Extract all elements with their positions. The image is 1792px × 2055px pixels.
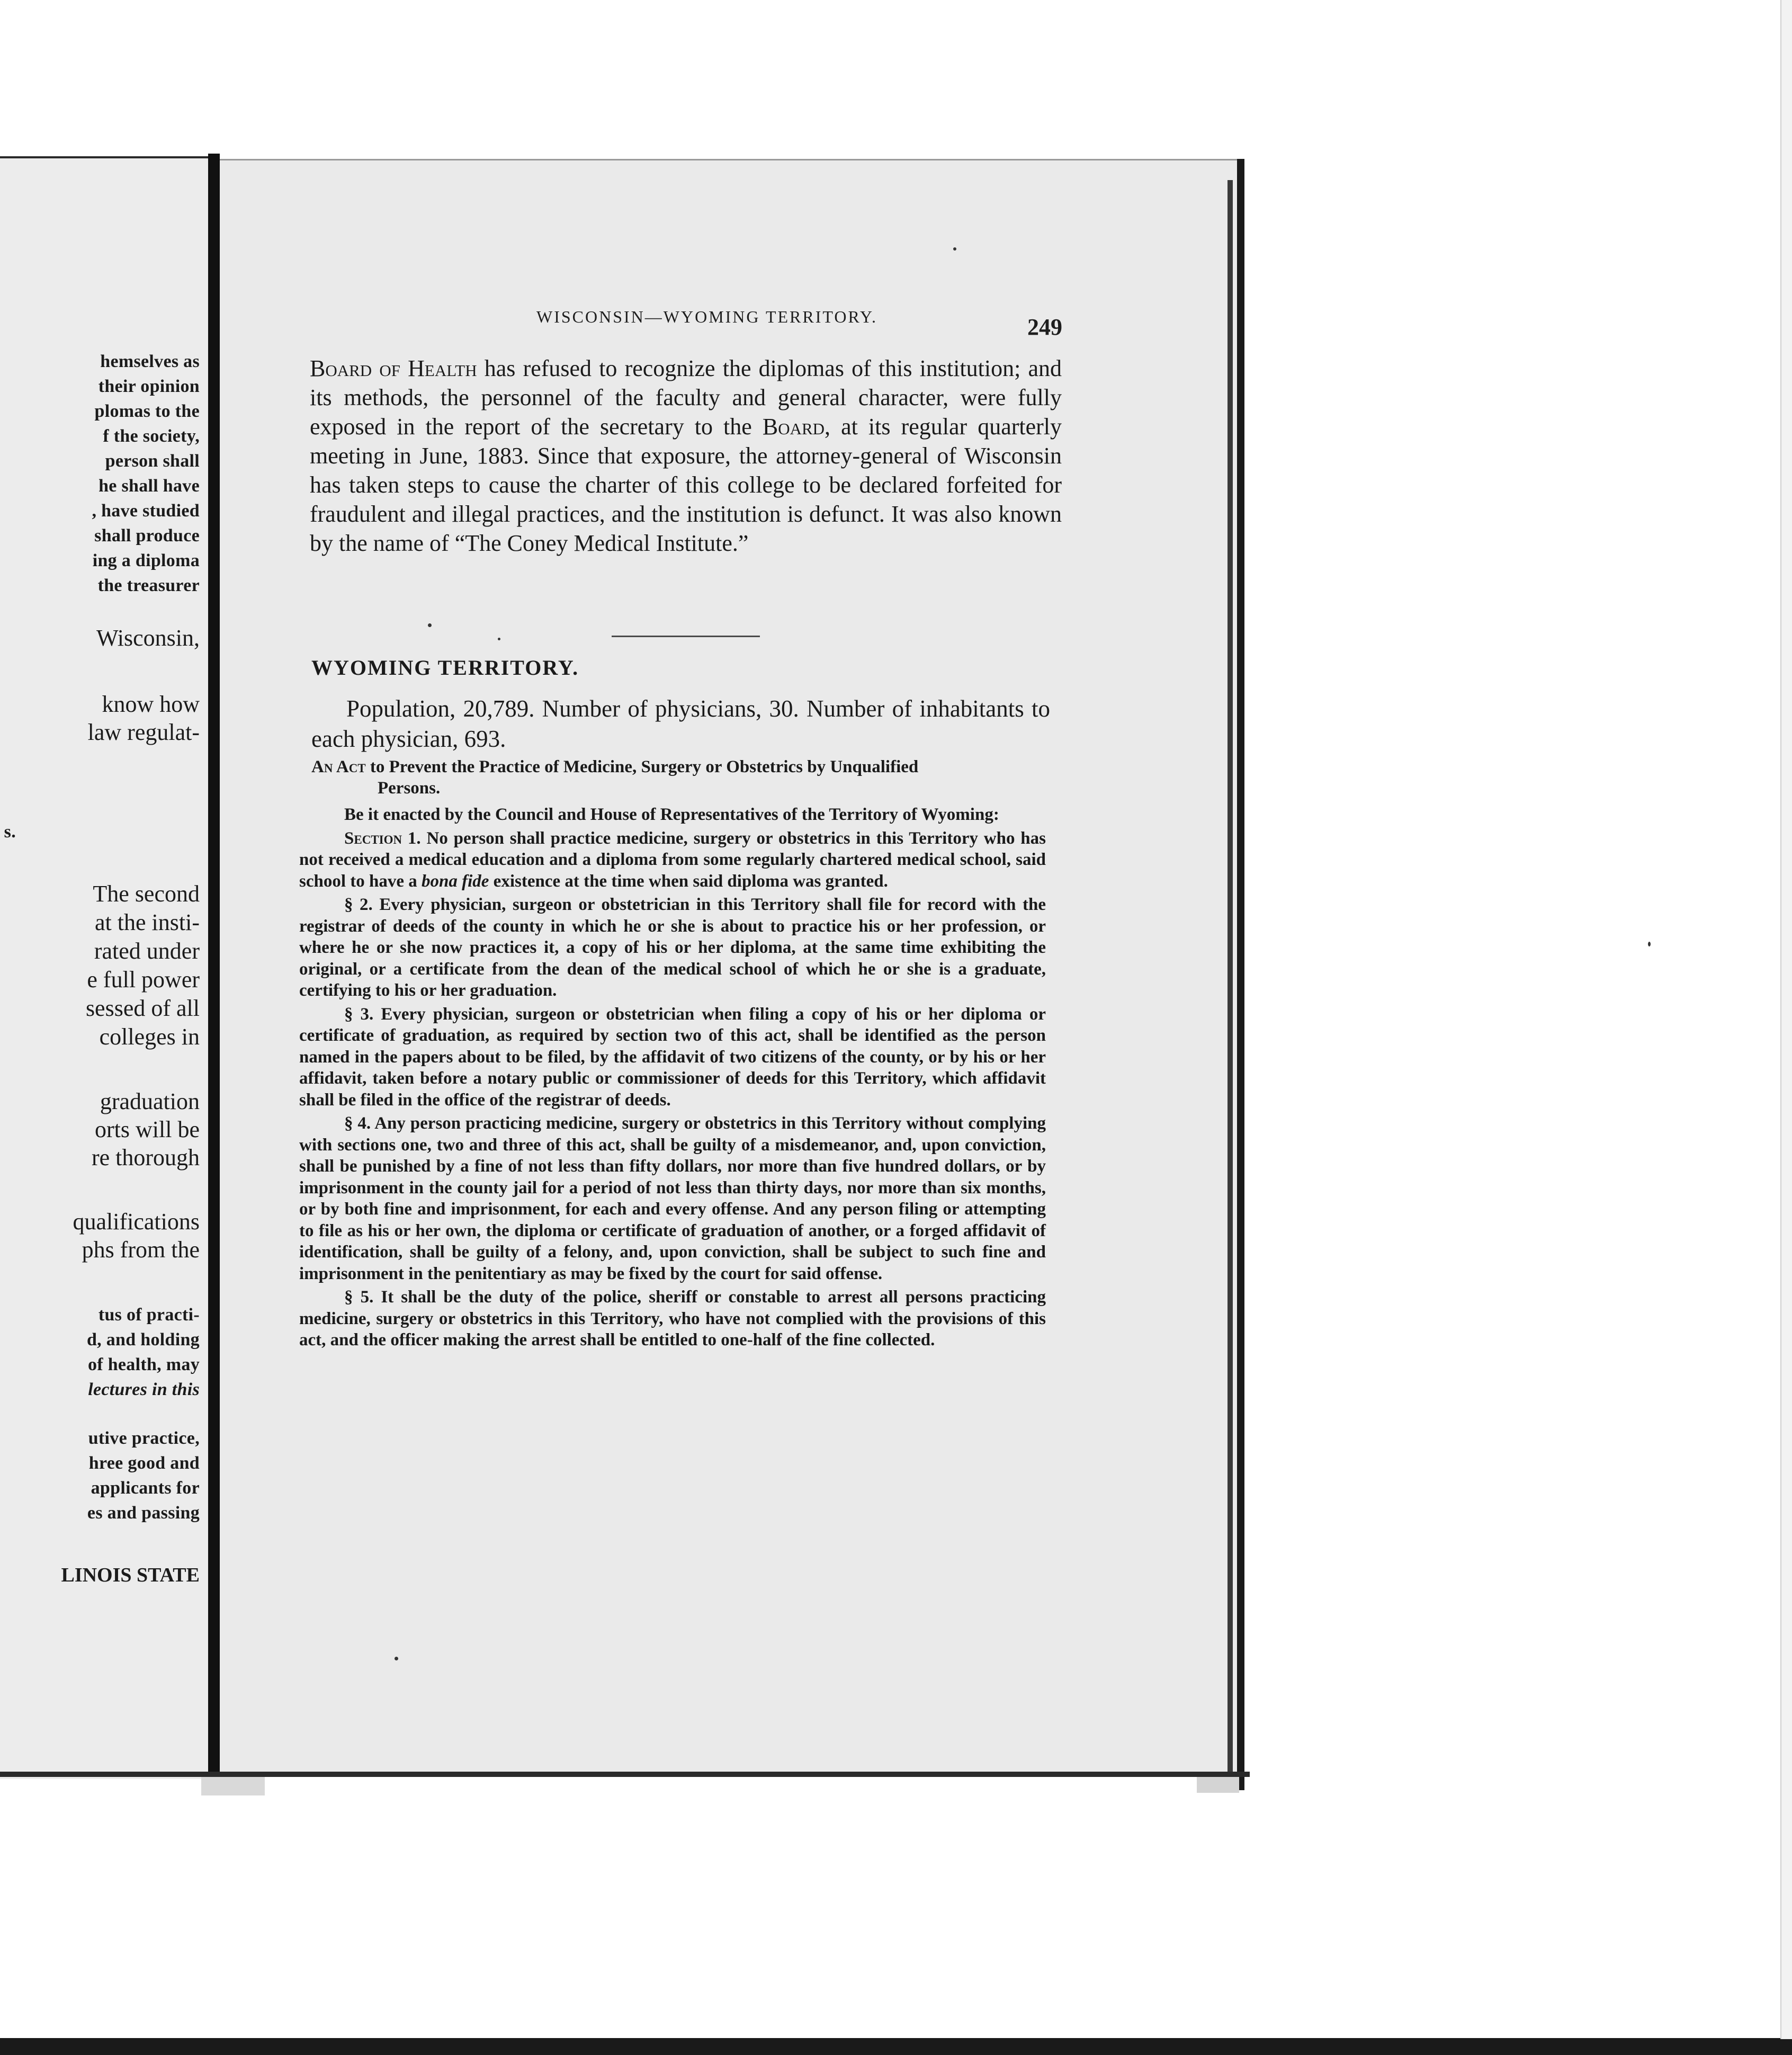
left-page-line: graduation xyxy=(100,1088,200,1114)
act-title xyxy=(311,756,1053,799)
left-page-line: phs from the xyxy=(82,1237,200,1263)
left-page-line: sessed of all xyxy=(85,995,200,1021)
scan-speck xyxy=(1648,942,1651,946)
left-page-line: hemselves as xyxy=(100,352,200,371)
left-page-line: e full power xyxy=(87,967,200,993)
enacting-clause: Be it enacted by the Council and House of Representatives of the Territory of Wyoming: xyxy=(344,805,999,824)
left-page-line: of health, may xyxy=(87,1355,200,1374)
left-page xyxy=(0,156,209,1779)
left-page-line: qualifications xyxy=(73,1209,200,1235)
left-page-line: the treasurer xyxy=(97,576,200,595)
left-page-line: LINOIS STATE xyxy=(61,1564,200,1586)
scanner-border xyxy=(0,2038,1792,2055)
scan-speck xyxy=(428,623,432,627)
page-edge xyxy=(1227,180,1233,1774)
scan-speck xyxy=(395,1657,398,1660)
left-page-line: utive practice, xyxy=(88,1428,200,1448)
section-1-italic: bona fide xyxy=(422,871,489,891)
left-page-line: ing a diploma xyxy=(92,551,200,570)
section-3: § 3. Every physician, surgeon or obstetrician when filing a copy of his or her diploma or certificate of graduation, as required by section two of this act, shall be identified as the person named in the papers about to be filed, by the affidavit of two citizens of the county, or by his or her affidavit, taken before a notary public or commissioner of deeds for this Territory, which affidavit shall be filed in the office of the registrar of deeds. xyxy=(299,1004,1046,1110)
act-title-text: to Prevent the Practice of Medicine, Surgery or Obstetrics by Unqualified xyxy=(365,757,919,776)
book-spine xyxy=(208,154,220,1779)
left-page-line: shall produce xyxy=(94,526,200,546)
left-page-line: s. xyxy=(4,822,16,842)
left-page-line: lectures in this xyxy=(88,1380,200,1399)
left-page-line: es and passing xyxy=(87,1503,200,1523)
left-page-line: applicants for xyxy=(91,1478,200,1498)
section-1-label: Section 1. xyxy=(344,828,421,848)
act-title-continuation: Persons. xyxy=(378,779,441,798)
left-page-line: , have studied xyxy=(92,501,200,521)
page-number: 249 xyxy=(1027,314,1062,340)
left-page-line: know how xyxy=(102,691,200,717)
left-page-line: colleges in xyxy=(99,1024,200,1050)
intro-text: has refused to recognize the diplomas of this institution; and its methods, the personnel of the faculty and general character, were fully exposed in the report of the secretary to the xyxy=(310,355,1062,440)
left-page-line: d, and holding xyxy=(86,1330,200,1350)
section-1 xyxy=(299,828,1046,892)
section-1-text: No person shall practice medicine, surgery or obstetrics in this Territory who has not received a medical education and a diploma from some regularly chartered medical school, said school to have a xyxy=(299,828,1046,891)
section-4: § 4. Any person practicing medicine, surgery or obstetrics in this Territory without complying with sections one, two and three of this act, shall be guilty of a misdemeanor, and, upon conviction, shall be punished by a fine of not less than fifty dollars, nor more than five hundred dollars, or by imprisonment in the county jail for a period of not less than thirty days, nor more than six months, or by both fine and imprisonment, for each and every offense. And any person filing or attempting to file as his or her own, the diploma or certificate of graduation of another, or a forged affidavit of identification, shall be guilty of a felony, and, upon conviction, shall be subject to such fine and imprisonment in the penitentiary as may be fixed by the court for said offense. xyxy=(299,1114,1046,1283)
intro-paragraph xyxy=(310,354,1062,558)
population-stats-text: Population, 20,789. Number of physicians, 30. Number of inhabitants to each physician, 693. xyxy=(311,695,1050,752)
page-edge xyxy=(1237,159,1244,1790)
section-heading: WYOMING TERRITORY. xyxy=(311,656,579,680)
section-5: § 5. It shall be the duty of the police, sheriff or constable to arrest all persons practicing medicine, surgery or obstetrics in this Territory, who have not complied with the provisions of this act, and the officer making the arrest shall be entitled to one-half of the fine collected. xyxy=(299,1288,1046,1350)
act-body xyxy=(299,804,1046,1353)
spine-gap xyxy=(201,1774,265,1795)
left-page-line: f the society, xyxy=(103,426,200,446)
left-page-line: rated under xyxy=(94,938,200,964)
scan-speck xyxy=(498,638,500,640)
left-page-line: re thorough xyxy=(91,1145,200,1171)
population-stats xyxy=(311,694,1050,754)
left-page-line: The second xyxy=(93,881,200,907)
board-of-health-smallcaps: Board of Health xyxy=(310,355,477,381)
left-page-line: law regulat- xyxy=(87,719,200,745)
left-page-line: tus of practi- xyxy=(98,1305,200,1325)
section-divider xyxy=(612,636,760,637)
running-head: WISCONSIN—WYOMING TERRITORY. xyxy=(536,307,878,326)
intro-text-2: at its regular quarterly meeting in June, 1883. Since that exposure, the attorney-general of Wisconsin has taken steps to cause the charter of this college to be declared forfeited for fraudulent and illegal practices, and the institution is defunct. It was also known by the name of “The Coney Medical Institute.” xyxy=(310,414,1062,556)
scan-right-margin xyxy=(1780,0,1792,2039)
left-page-line: at the insti- xyxy=(95,909,200,935)
left-page-line: plomas to the xyxy=(94,401,200,421)
section-2: § 2. Every physician, surgeon or obstetrician in this Territory shall file for record with the registrar of deeds of the county in which he or she is about to practice his or her profession, or where he or she now practices it, a copy of his or her diploma, at the same time exhibiting the original, or a certificate from the dean of the medical school of which he or she is a graduate, certifying to his or her graduation. xyxy=(299,895,1046,1000)
left-page-line: he shall have xyxy=(98,476,200,496)
left-page-line: Wisconsin, xyxy=(96,625,200,651)
left-page-line: orts will be xyxy=(95,1116,200,1142)
section-1-text-end: existence at the time when said diploma was granted. xyxy=(489,871,888,891)
left-page-line: person shall xyxy=(105,451,200,471)
scan-speck xyxy=(953,247,956,251)
act-title-smallcaps: An Act xyxy=(311,757,366,776)
left-page-line: their opinion xyxy=(98,377,200,396)
page-bottom-edge xyxy=(0,1772,1250,1777)
board-smallcaps: Board, xyxy=(762,414,831,440)
left-page-line: hree good and xyxy=(88,1453,200,1473)
